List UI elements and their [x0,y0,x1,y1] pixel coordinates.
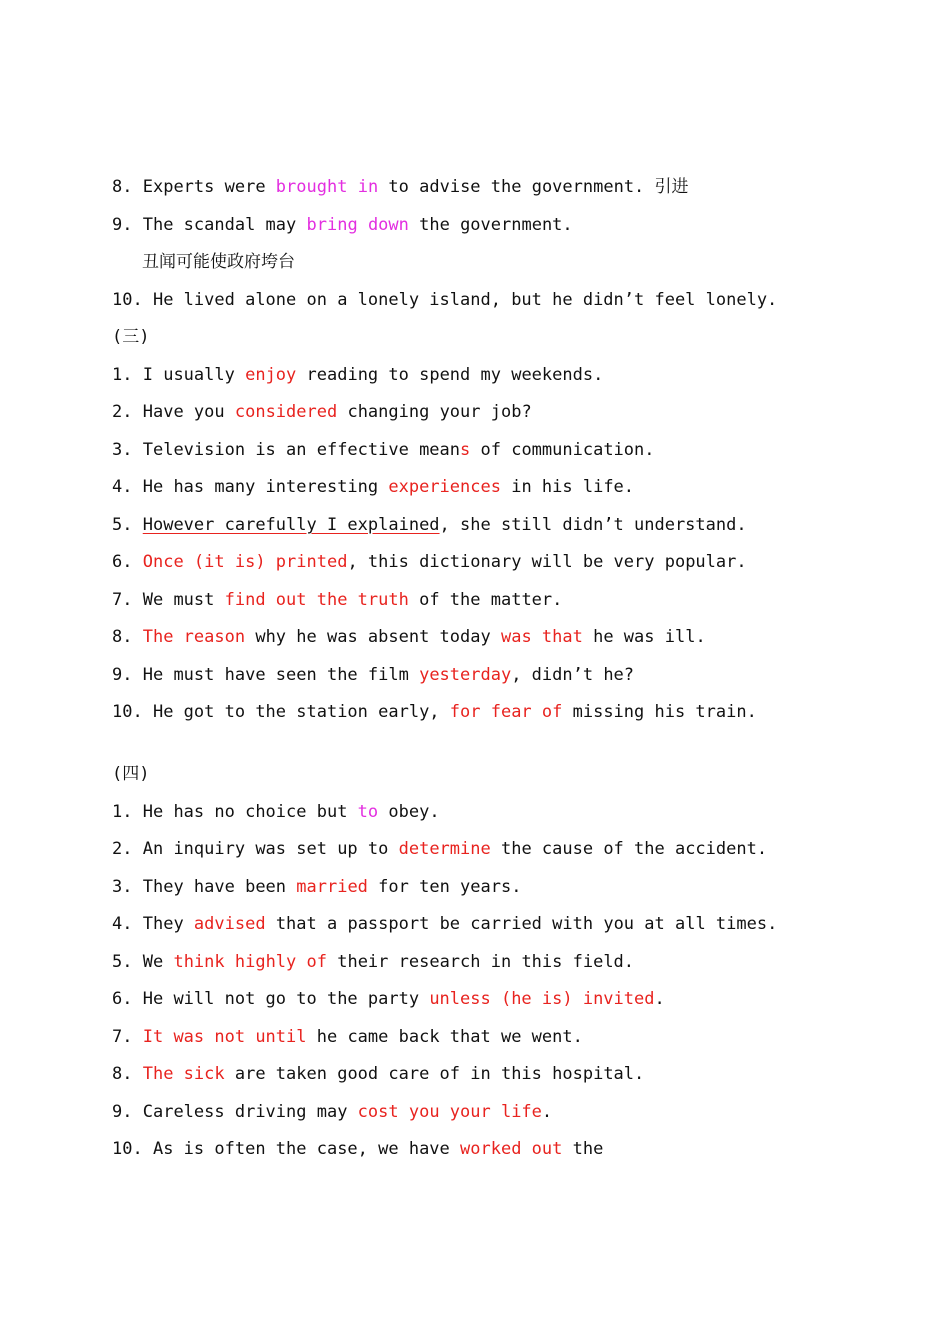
sentence-text: reading to spend my weekends. [296,365,604,385]
c-item-1 [112,364,603,386]
line-number: 1. [112,365,133,385]
line-number: 8. [112,627,133,647]
answer-phrase: The sick [142,1064,225,1084]
answer-phrase: bring [306,215,358,235]
d-item-9 [112,1101,552,1123]
sentence-text: I usually [142,365,246,385]
c-item-6 [112,551,747,573]
answer-phrase: considered [234,402,338,422]
sentence-text: he came back that we went. [306,1027,583,1047]
sentence-text: obey. [378,802,440,822]
answer-phrase: to [357,802,379,822]
line-number: 2. [112,839,133,859]
sentence-text: We [142,952,174,972]
space [347,177,357,197]
d-item-1 [112,801,440,823]
answer-phrase: for fear of [449,702,563,722]
sentence-text: He must have seen the film [142,665,420,685]
sentence-text: the [562,1139,604,1159]
sentence-text: he was ill. [582,627,706,647]
line-number: 3. [112,877,133,897]
sentence-text: The scandal may [142,215,307,235]
answer-phrase: It was not until [142,1027,307,1047]
sentence-text: He lived alone on a lonely island, but he didn’t feel lonely. [152,290,778,310]
line-number: 6. [112,552,133,572]
b-line-10 [112,289,777,311]
line-number: 5. [112,515,133,535]
sentence-text: for ten years. [367,877,522,897]
answer-phrase: think highly of [173,952,327,972]
c-item-10 [112,701,757,723]
answer-phrase: The reason [142,627,246,647]
chinese-gloss: 引进 [654,177,689,197]
line-number: 6. [112,989,133,1009]
answer-phrase: down [367,215,409,235]
sentence-text: the government. [408,215,573,235]
line-number: 8. [112,1064,133,1084]
sentence-text: of the matter. [408,590,563,610]
d-item-5 [112,951,634,973]
sentence-text: We must [142,590,225,610]
line-number: 9. [112,1102,133,1122]
sentence-text: . [541,1102,553,1122]
line-number: 3. [112,440,133,460]
answer-phrase: advised [193,914,266,934]
sentence-text: the cause of the accident. [490,839,768,859]
d-item-10 [112,1138,603,1160]
c-item-4 [112,476,634,498]
answer-phrase: enjoy [245,365,297,385]
sentence-text: Have you [142,402,235,422]
sentence-text: , she still didn’t understand. [439,515,747,535]
sentence-text: He has many interesting [142,477,389,497]
section-heading-4: (四) [112,764,150,784]
d-item-2 [112,838,767,860]
line-number: 9. [112,665,133,685]
answer-phrase: s [460,440,471,460]
sentence-text: , didn’t he? [511,665,635,685]
d-item-6 [112,988,665,1010]
sentence-text: They have been [142,877,297,897]
sentence-text: Experts were [142,177,276,197]
answer-phrase: in [357,177,379,197]
line-number: 4. [112,914,133,934]
answer-phrase: determine [398,839,491,859]
space [358,215,368,235]
d-item-3 [112,876,521,898]
sentence-text: He will not go to the party [142,989,430,1009]
line-number: 10. [112,702,143,722]
sentence-text: changing your job? [337,402,532,422]
c-item-3 [112,439,655,461]
sentence-text: He has no choice but [142,802,358,822]
line-number: 10. [112,290,143,310]
sentence-text: As is often the case, we have [152,1139,461,1159]
answer-phrase: find out the truth [224,590,409,610]
c-item-7 [112,589,562,611]
c-item-5 [112,514,747,536]
sentence-text: in his life. [500,477,635,497]
sentence-text: An inquiry was set up to [142,839,399,859]
answer-phrase: was that [500,627,583,647]
line-number: 10. [112,1139,143,1159]
answer-phrase: unless (he is) invited [429,989,655,1009]
answer-phrase: Once (it is) printed [142,552,348,572]
b-line-9-chinese: 丑闻可能使政府垮台 [142,252,295,272]
answer-phrase: worked out [460,1139,563,1159]
sentence-text: Television is an effective mean [142,440,461,460]
sentence-text: . [654,989,665,1009]
answer-phrase: experiences [388,477,501,497]
sentence-text: of communication. [470,440,655,460]
line-number: 1. [112,802,133,822]
sentence-text: to advise the government. [378,177,655,197]
line-number: 5. [112,952,133,972]
line-number: 2. [112,402,133,422]
sentence-text: why he was absent today [245,627,501,647]
b-line-8 [112,176,689,198]
section-heading-3: (三) [112,327,150,347]
answer-phrase: brought [275,177,348,197]
line-number: 8. [112,177,133,197]
c-item-2 [112,401,532,423]
answer-phrase: married [296,877,368,897]
d-item-7 [112,1026,583,1048]
sentence-text: their research in this field. [326,952,635,972]
underlined-answer: However carefully I explained [142,515,440,535]
c-item-8 [112,626,706,648]
sentence-text: , this dictionary will be very popular. [347,552,747,572]
sentence-text: are taken good care of in this hospital. [224,1064,645,1084]
sentence-text: that a passport be carried with you at all times. [265,914,778,934]
sentence-text: missing his train. [562,702,757,722]
line-number: 4. [112,477,133,497]
c-item-9 [112,664,634,686]
line-number: 9. [112,215,133,235]
sentence-text: He got to the station early, [152,702,450,722]
d-item-8 [112,1063,644,1085]
answer-phrase: cost you your life [357,1102,542,1122]
line-number: 7. [112,1027,133,1047]
answer-phrase: yesterday [419,665,512,685]
line-number: 7. [112,590,133,610]
d-item-4 [112,913,777,935]
sentence-text: Careless driving may [142,1102,358,1122]
sentence-text: They [142,914,194,934]
b-line-9 [112,214,573,236]
